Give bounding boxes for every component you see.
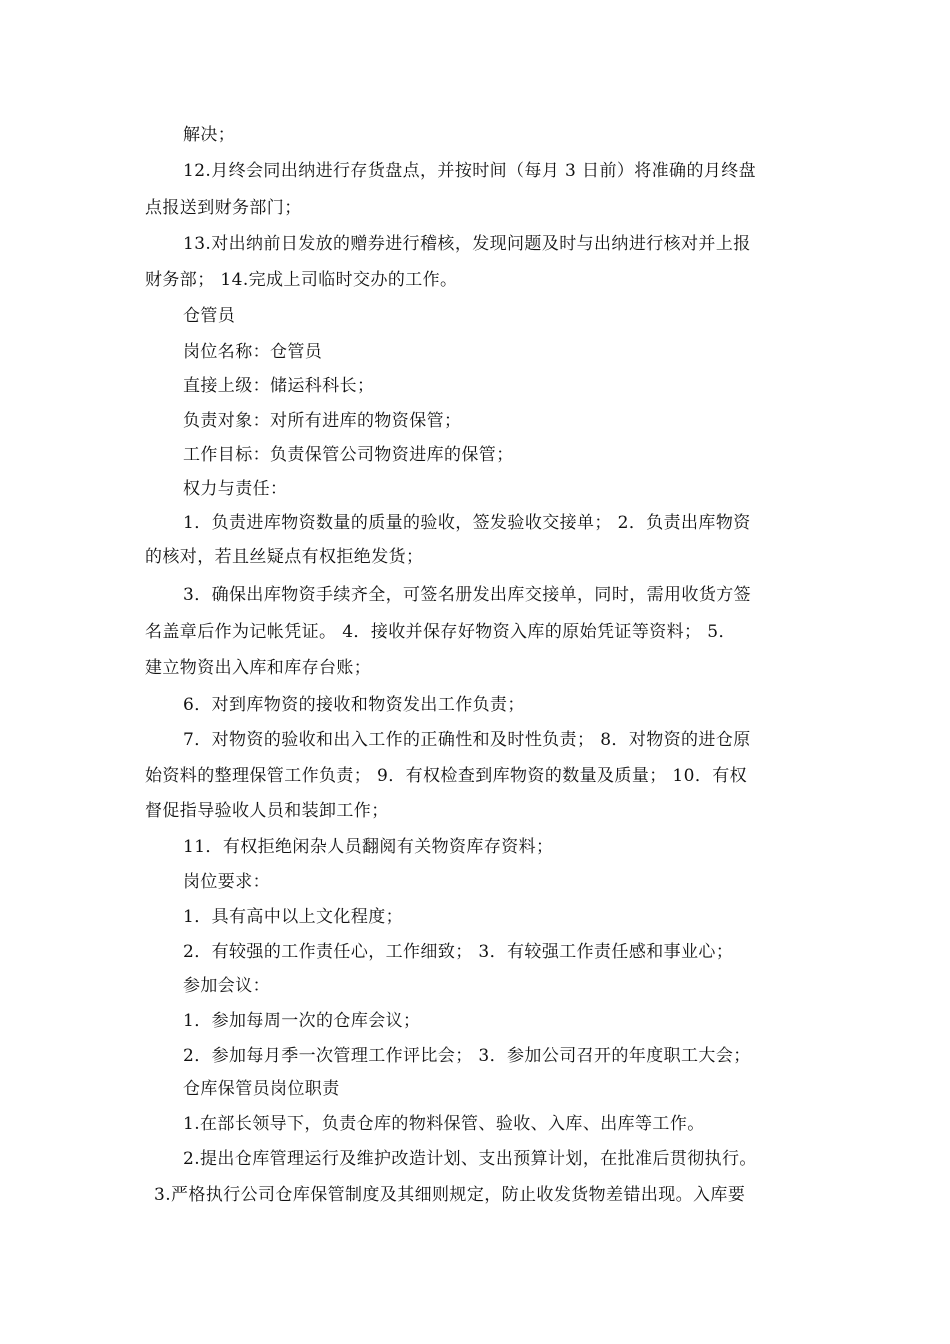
text-line: 3.严格执行公司仓库保管制度及其细则规定，防止收发货物差错出现。入库要 — [154, 1185, 746, 1205]
text-line: 参加会议： — [183, 976, 270, 996]
text-line: 负责对象：对所有进库的物资保管； — [183, 411, 462, 431]
text-line: 13.对出纳前日发放的赠券进行稽核，发现问题及时与出纳进行核对并上报 — [183, 234, 751, 254]
text-line: 2．参加每月季一次管理工作评比会； 3．参加公司召开的年度职工大会； — [183, 1046, 751, 1066]
text-line: 12.月终会同出纳进行存货盘点，并按时间（每月 3 日前）将准确的月终盘 — [183, 161, 757, 181]
section-heading: 仓库保管员岗位职责 — [183, 1079, 340, 1099]
text-line: 直接上级：储运科科长； — [183, 376, 375, 396]
text-line: 1.在部长领导下，负责仓库的物料保管、验收、入库、出库等工作。 — [183, 1114, 705, 1134]
text-line: 工作目标：负责保管公司物资进库的保管； — [183, 445, 514, 465]
text-line: 6．对到库物资的接收和物资发出工作负责； — [183, 695, 525, 715]
text-line: 财务部； 14.完成上司临时交办的工作。 — [145, 270, 458, 290]
text-line: 解决； — [183, 125, 236, 145]
text-line: 11．有权拒绝闲杂人员翻阅有关物资库存资料； — [183, 837, 554, 857]
text-line: 7．对物资的验收和出入工作的正确性和及时性负责； 8．对物资的进仓原 — [183, 730, 751, 750]
text-line: 1．参加每周一次的仓库会议； — [183, 1011, 421, 1031]
text-line: 权力与责任： — [183, 479, 288, 499]
text-line: 1．负责进库物资数量的质量的验收，签发验收交接单； 2．负责出库物资 — [183, 513, 751, 533]
text-line: 3．确保出库物资手续齐全，可签名册发出库交接单，同时，需用收货方签 — [183, 585, 752, 605]
text-line: 建立物资出入库和库存台账； — [145, 658, 372, 678]
text-line: 督促指导验收人员和装卸工作； — [145, 801, 389, 821]
text-line: 点报送到财务部门； — [145, 198, 302, 218]
section-heading: 仓管员 — [183, 306, 236, 326]
text-line: 2．有较强的工作责任心，工作细致； 3．有较强工作责任感和事业心； — [183, 942, 734, 962]
text-line: 岗位名称：仓管员 — [183, 342, 323, 362]
text-line: 名盖章后作为记帐凭证。 4．接收并保存好物资入库的原始凭证等资料； 5． — [145, 622, 736, 642]
text-line: 始资料的整理保管工作负责； 9．有权检查到库物资的数量及质量； 10．有权 — [145, 766, 748, 786]
text-line: 的核对，若且丝疑点有权拒绝发货； — [145, 547, 424, 567]
text-line: 岗位要求： — [183, 872, 270, 892]
text-line: 1．具有高中以上文化程度； — [183, 907, 404, 927]
text-line: 2.提出仓库管理运行及维护改造计划、支出预算计划，在批准后贯彻执行。 — [183, 1149, 757, 1169]
